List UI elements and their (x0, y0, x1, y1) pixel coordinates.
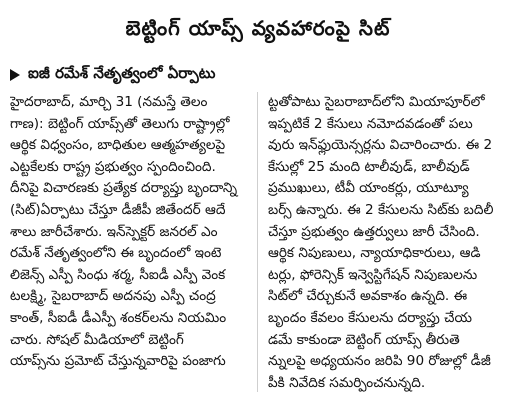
article-text-line: కేసుల్లో 25 మంది టాలీవుడ్, బాలీవుడ్ (268, 158, 470, 175)
article-text-line: పీకి నివేదిక సమర్పించనున్నది. (268, 374, 426, 391)
article-text-line: చేస్తూ ప్రభుత్వం ఉత్తర్వులు జారీ చేసింది. (268, 223, 480, 240)
triangle-bullet-icon (10, 69, 20, 81)
headline: బెట్టింగ్ యాప్స్ వ్యవహారంపై సిట్ (125, 15, 391, 40)
article-text-line: టలక్ష్మి, సైబరాబాద్ అదనపు ఎస్పీ చంద్ర (10, 288, 216, 305)
article-text-line: న్నులపై అధ్యయనం జరిపి 90 రోజుల్లో డీజీ (268, 353, 491, 370)
article-text-line: ట్టతోపాటు సైబరాబాద్‌లోని మియాపూర్‌లో (268, 94, 485, 110)
article-text-line: దీనిపై విచారణకు ప్రత్యేక దర్యాప్తు బృందాన్ని (10, 180, 238, 197)
article-text-line: టర్లు, ఫోరెన్సిక్ ఇన్వెస్టిగేషన్ నిపుణులను (268, 266, 478, 283)
article-text-line: రమేశ్ నేతృత్వంలోని ఈ బృందంలో ఇంటె (10, 245, 222, 262)
article-text-line: ప్రముఖులు, టీవీ యాంకర్లు, యూట్యూ (268, 180, 469, 197)
article-text-line: ఇప్పటికే 2 కేసులు నమోదవడంతో పలు (268, 115, 473, 132)
article-text-line: గాణ): బెట్టింగ్ యాప్స్‌తో తెలుగు రాష్ట్రాల్లో (10, 115, 230, 132)
article-text-line: ఆర్థిక విధ్వంసం, బాధితుల ఆత్మహత్యలపై (10, 137, 226, 154)
column-divider (257, 92, 258, 392)
article-text-line: డమే కాకుండా బెట్టింగ్ యాప్స్ తీరుతె (268, 331, 460, 348)
article-text-line: (సిట్)ఏర్పాటు చేస్తూ డీజీపీ జితేందర్ ఆదే (10, 201, 226, 218)
article-text-line: ఎట్టకేలకు రాష్ట్ర ప్రభుత్వం స్పందించింది. (10, 158, 216, 175)
subheadline (10, 64, 216, 86)
article-text-line: సిట్‌లో చేర్చుకునే అవకాశం ఉన్నది. ఈ (268, 288, 468, 305)
article-text-line: వురు ఇన్‌ఫ్లుయెన్సర్లను విచారించారు. ఈ 2 (268, 137, 493, 154)
article-text-line: హైదరాబాద్, మార్చి 31 (నమస్తే తెలం (10, 94, 208, 110)
article-text-line: శాలు జారీచేశారు. ఇన్‌స్పెక్టర్ జనరల్ ఎం (10, 223, 218, 240)
article-column-left (10, 92, 252, 398)
article-text-line: ఆర్థిక నిపుణులు, న్యాయాధికారులు, ఆడి (268, 245, 481, 262)
subheadline-text: ఐజీ రమేశ్ నేతృత్వంలో ఏర్పాటు (28, 64, 216, 82)
article-text-line: చారు. సోషల్ మీడియాలో బెట్టింగ్ (10, 331, 184, 348)
article-text-line: లిజెన్స్ ఎస్పీ సింధు శర్మ, సీఐడీ ఎస్పీ వెంక (10, 266, 226, 283)
article-text-line: యాప్స్‌ను ప్రమోట్ చేస్తున్నవారిపై పంజాగు (10, 353, 226, 370)
article-text-line: కాంత్, సీఐడీ డీఎస్పీ శంకర్‌లను నియమిం (10, 309, 227, 326)
article-text-line: బర్స్ ఉన్నారు. ఈ 2 కేసులను సిట్‌కు బదిలీ (268, 201, 494, 218)
article-text-line: బృందం కేవలం కేసులను దర్యాప్తు చేయ (268, 309, 472, 326)
article-column-right (268, 92, 510, 398)
